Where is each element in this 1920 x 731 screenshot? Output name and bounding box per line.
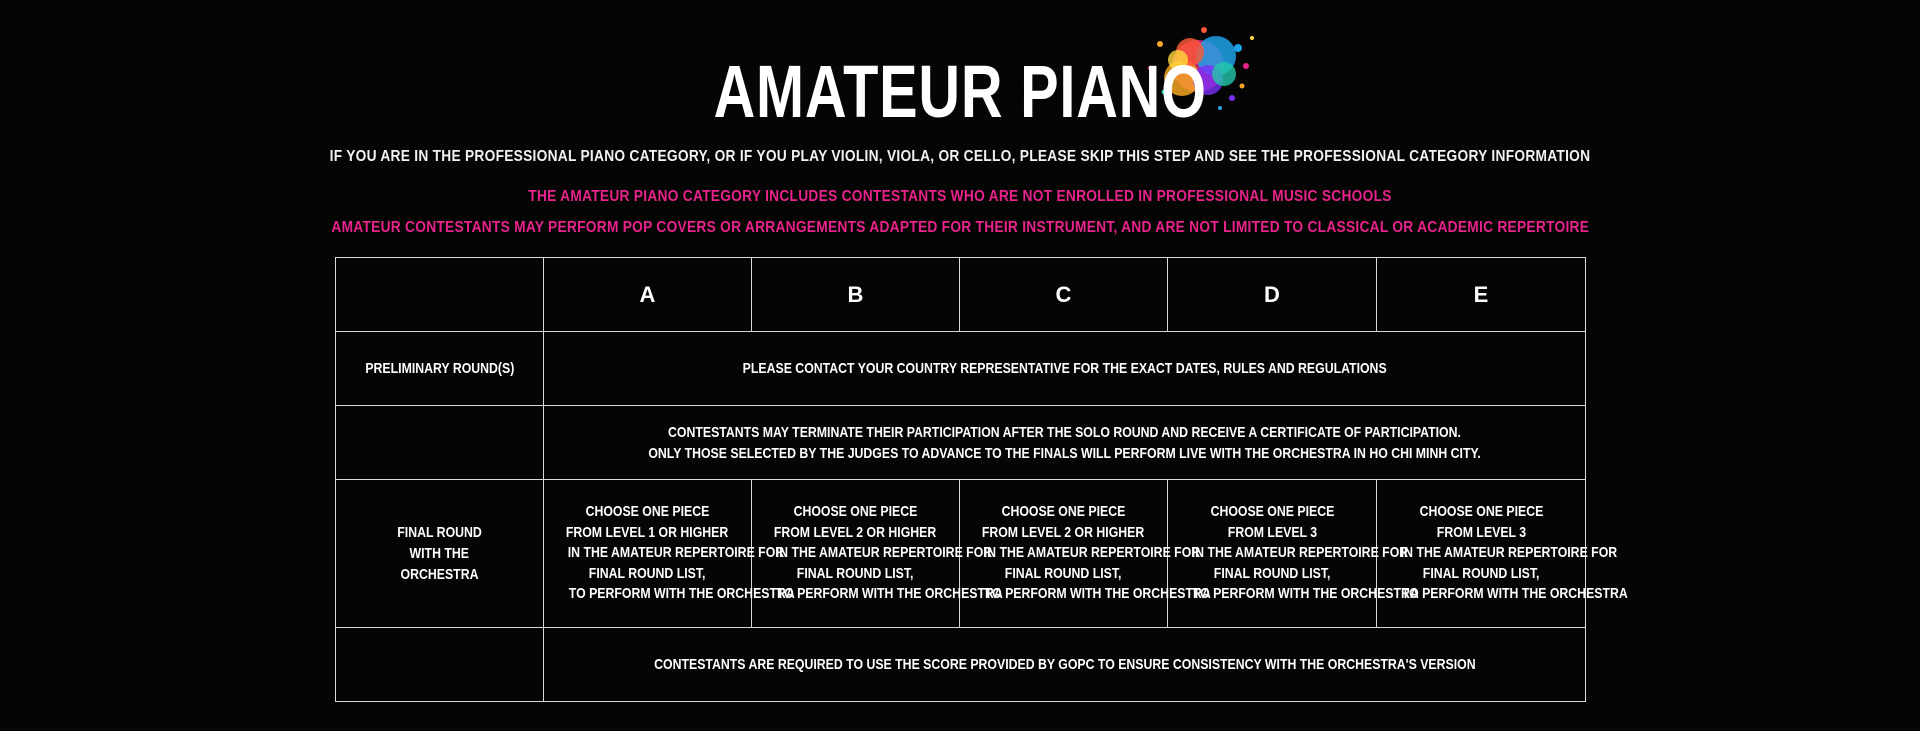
- final-round-cell-e: [1377, 480, 1628, 628]
- repertoire-note-text: AMATEUR CONTESTANTS MAY PERFORM POP COVERS OR ARRANGEMENTS ADAPTED FOR THEIR INSTRUMENT, AND ARE NOT LIMITED TO CLASSICAL OR ACADEMIC REPERTOIRE: [331, 219, 1589, 236]
- cell-line: CHOOSE ONE PIECE: [1001, 503, 1126, 521]
- final-round-cell-d: [1168, 480, 1419, 628]
- final-round-label-line: FINAL ROUND: [397, 524, 482, 541]
- score-note-cell: [544, 628, 1586, 702]
- cell-line: CHOOSE ONE PIECE: [1210, 503, 1334, 521]
- cell-line: IN THE AMATEUR REPERTOIRE FOR: [1400, 544, 1618, 562]
- cell-line: TO PERFORM WITH THE ORCHESTRA: [568, 585, 795, 603]
- cell-line: IN THE AMATEUR REPERTOIRE FOR: [775, 544, 993, 562]
- preliminary-info: PLEASE CONTACT YOUR COUNTRY REPRESENTATIVE FOR THE EXACT DATES, RULES AND REGULATIONS: [742, 360, 1387, 377]
- cell-line: FINAL ROUND LIST,: [1213, 564, 1331, 582]
- cell-line: CHOOSE ONE PIECE: [793, 503, 918, 521]
- cell-line: TO PERFORM WITH THE ORCHESTRA: [984, 585, 1211, 603]
- final-round-label-line: WITH THE: [409, 545, 470, 562]
- table-corner-cell: [336, 258, 544, 332]
- cell-line: IN THE AMATEUR REPERTOIRE FOR: [983, 544, 1201, 562]
- table-header-row: [336, 258, 1586, 332]
- cell-line: FINAL ROUND LIST,: [1005, 564, 1122, 582]
- page-title: AMATEUR PIANO: [713, 50, 1207, 133]
- cell-line: FROM LEVEL 3: [1227, 523, 1317, 541]
- termination-note-line-1: CONTESTANTS MAY TERMINATE THEIR PARTICIPATION AFTER THE SOLO ROUND AND RECEIVE A CERTIFICATE OF PARTICIPATION.: [668, 423, 1461, 441]
- cell-line: FINAL ROUND LIST,: [797, 564, 914, 582]
- termination-note-cell: [544, 406, 1586, 480]
- title-container: [0, 52, 1920, 132]
- rounds-table: [335, 257, 1628, 702]
- cell-line: IN THE AMATEUR REPERTOIRE FOR: [1191, 544, 1409, 562]
- table-row-termination: [336, 406, 1586, 480]
- cell-line: FROM LEVEL 2 OR HIGHER: [774, 523, 937, 541]
- column-header-a: A: [544, 258, 752, 332]
- table-row-preliminary: [336, 332, 1586, 406]
- preliminary-info-cell: [544, 332, 1586, 406]
- score-note-label-cell: [336, 628, 544, 702]
- final-round-label-cell: [336, 480, 544, 628]
- column-header-c: C: [960, 258, 1168, 332]
- table-row-final-round: [336, 480, 1586, 628]
- cell-line: IN THE AMATEUR REPERTOIRE FOR: [567, 544, 785, 562]
- cell-line: TO PERFORM WITH THE ORCHESTRA: [1401, 585, 1628, 603]
- final-round-label-line: ORCHESTRA: [400, 566, 479, 583]
- category-note-line: [0, 188, 1920, 206]
- final-round-cell-b: [752, 480, 1003, 628]
- cell-line: TO PERFORM WITH THE ORCHESTRA: [776, 585, 1003, 603]
- cell-line: FROM LEVEL 1 OR HIGHER: [566, 523, 729, 541]
- preliminary-label: PRELIMINARY ROUND(S): [365, 360, 514, 377]
- termination-label-cell: [336, 406, 544, 480]
- score-note: CONTESTANTS ARE REQUIRED TO USE THE SCORE PROVIDED BY GOPC TO ENSURE CONSISTENCY WITH THE ORCHESTRA'S VERSION: [653, 656, 1476, 673]
- column-header-e: E: [1377, 258, 1586, 332]
- category-note-text: THE AMATEUR PIANO CATEGORY INCLUDES CONTESTANTS WHO ARE NOT ENROLLED IN PROFESSIONAL MUSIC SCHOOLS: [528, 188, 1392, 205]
- cell-line: CHOOSE ONE PIECE: [585, 503, 710, 521]
- termination-note-line-2: ONLY THOSE SELECTED BY THE JUDGES TO ADVANCE TO THE FINALS WILL PERFORM LIVE WITH THE ORCHESTRA IN HO CHI MINH CITY.: [648, 444, 1481, 462]
- cell-line: FINAL ROUND LIST,: [589, 564, 706, 582]
- cell-line: FROM LEVEL 2 OR HIGHER: [982, 523, 1145, 541]
- column-header-d: D: [1168, 258, 1377, 332]
- intro-line: [0, 148, 1920, 166]
- final-round-cell-c: [960, 480, 1211, 628]
- final-round-cell-a: [544, 480, 795, 628]
- repertoire-note-line: [0, 219, 1920, 237]
- cell-line: TO PERFORM WITH THE ORCHESTRA: [1192, 585, 1419, 603]
- table-row-score-note: [336, 628, 1586, 702]
- intro-text: IF YOU ARE IN THE PROFESSIONAL PIANO CATEGORY, OR IF YOU PLAY VIOLIN, VIOLA, OR CELLO, PLEASE SKIP THIS STEP AND SEE THE PROFESSIONAL CATEGORY INFORMATION: [329, 148, 1591, 165]
- cell-line: FROM LEVEL 3: [1436, 523, 1526, 541]
- preliminary-label-cell: [336, 332, 544, 406]
- cell-line: FINAL ROUND LIST,: [1422, 564, 1540, 582]
- column-header-b: B: [752, 258, 960, 332]
- cell-line: CHOOSE ONE PIECE: [1419, 503, 1543, 521]
